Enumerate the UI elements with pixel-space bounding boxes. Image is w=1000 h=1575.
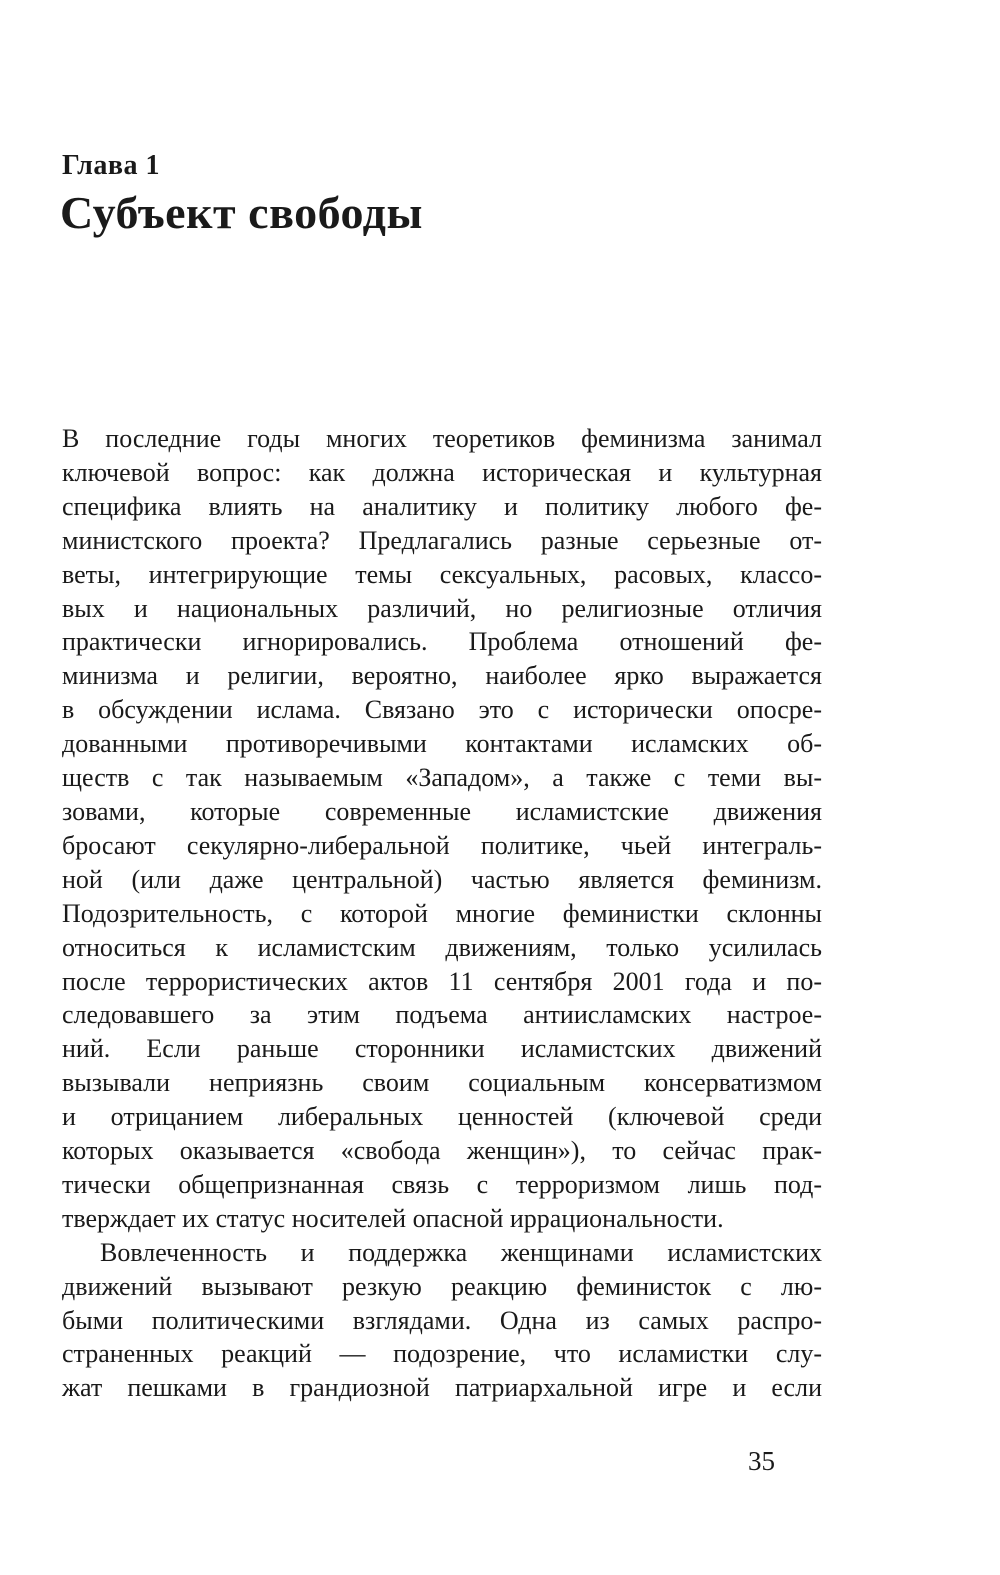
text-line: после террористических актов 11 сентября 2001 года и по- bbox=[62, 966, 822, 996]
text-line: зовами, которые современные исламистские движения bbox=[62, 796, 822, 826]
paragraph bbox=[62, 422, 822, 1236]
text-line: в обсуждении ислама. Связано это с исторически опосре- bbox=[62, 695, 822, 725]
text-line: вых и национальных различий, но религиозные отличия bbox=[62, 593, 822, 623]
text-line: и отрицанием либеральных ценностей (ключевой среди bbox=[62, 1102, 822, 1132]
text-line: Подозрительность, с которой многие феминистки склонны bbox=[62, 898, 822, 928]
text-line: практически игнорировались. Проблема отношений фе- bbox=[62, 627, 822, 657]
text-line: специфика влиять на аналитику и политику любого фе- bbox=[62, 491, 822, 521]
text-line: относиться к исламистским движениям, только усилилась bbox=[62, 932, 822, 962]
text-line: ществ с так называемым «Западом», а также с теми вы- bbox=[62, 763, 822, 793]
text-line: дованными противоречивыми контактами исламских об- bbox=[62, 729, 822, 759]
text-line: минизма и религии, вероятно, наиболее ярко выражается bbox=[62, 661, 822, 691]
chapter-label: Глава 1 bbox=[62, 150, 160, 181]
text-line: В последние годы многих теоретиков феминизма занимал bbox=[62, 424, 822, 453]
text-line: страненных реакций — подозрение, что исламистки слу- bbox=[62, 1339, 822, 1369]
text-line: вызывали неприязнь своим социальным консерватизмом bbox=[62, 1068, 822, 1098]
text-line: следовавшего за этим подъема антиисламских настрое- bbox=[62, 1000, 822, 1030]
text-line: Вовлеченность и поддержка женщинами исламистских bbox=[100, 1237, 822, 1267]
text-line: тически общепризнанная связь с терроризмом лишь под- bbox=[62, 1169, 822, 1199]
text-line: бросают секулярно-либеральной политике, чьей интеграль- bbox=[62, 830, 822, 860]
page-number: 35 bbox=[748, 1446, 775, 1476]
paragraph bbox=[62, 1236, 822, 1406]
text-line: которых оказывается «свобода женщин»), то сейчас прак- bbox=[62, 1136, 822, 1166]
text-line: движений вызывают резкую реакцию феминисток с лю- bbox=[62, 1271, 822, 1301]
text-line: быми политическими взглядами. Одна из самых распро- bbox=[62, 1305, 822, 1335]
text-line: ключевой вопрос: как должна историческая и культурная bbox=[62, 457, 822, 487]
text-line: ной (или даже центральной) частью является феминизм. bbox=[62, 864, 822, 894]
text-line: министского проекта? Предлагались разные серьезные от- bbox=[62, 525, 822, 555]
text-line: веты, интегрирующие темы сексуальных, расовых, классо- bbox=[62, 559, 822, 589]
text-line: ний. Если раньше сторонники исламистских движений bbox=[62, 1034, 822, 1064]
text-line: жат пешками в грандиозной патриархальной игре и если bbox=[62, 1373, 822, 1403]
text-line: тверждает их статус носителей опасной иррациональности. bbox=[62, 1203, 724, 1233]
body-text bbox=[62, 422, 822, 1405]
chapter-title: Субъект свободы bbox=[60, 187, 423, 238]
